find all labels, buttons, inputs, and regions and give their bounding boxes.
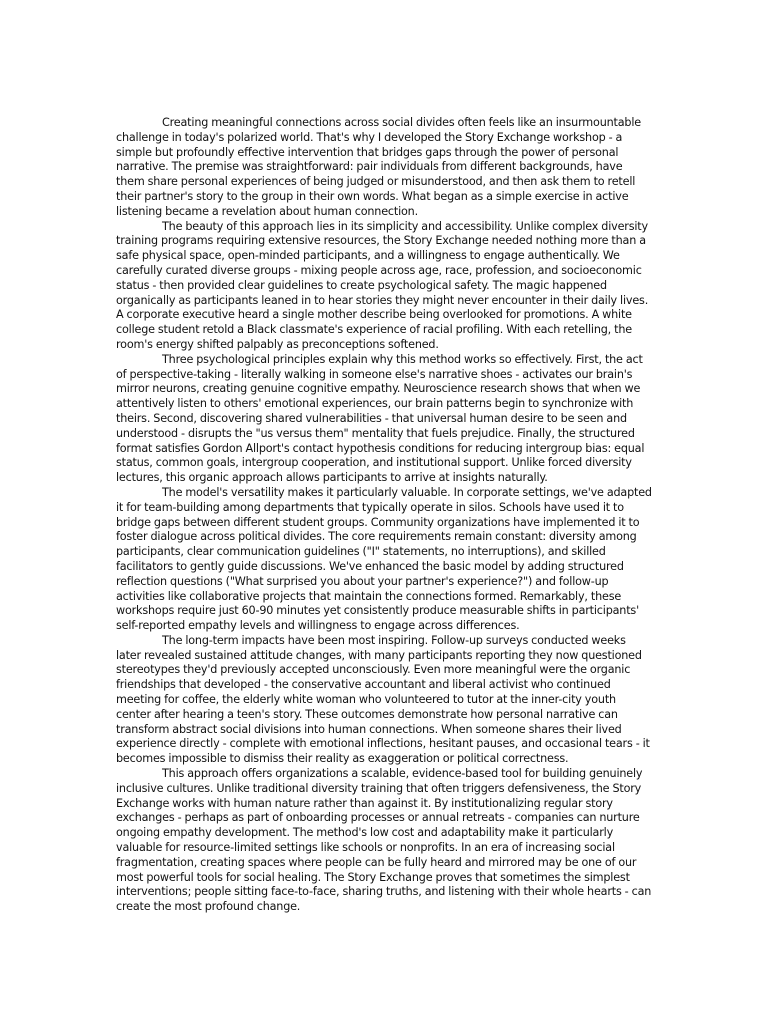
paragraph-2: The beauty of this approach lies in its simplicity and accessibility. Unlike complex diversity training programs requiring extensive resources, the Story Exchange needed nothing more than a safe physical space, open-minded participants, and a willingness to engage authentically. We carefully curated diverse groups - mixing people across age, race, profession, and socioeconomic status - then provided clear guidelines to create psychological safety. The magic happened organically as participants leaned in to hear stories they might never encounter in their daily lives. A corporate executive heard a single mother describe being overlooked for promotions. A white college student retold a Black classmate's experience of racial profiling. With each retelling, the room's energy shifted palpably as preconceptions softened. (116, 219, 649, 351)
paragraph-5: The long-term impacts have been most inspiring. Follow-up surveys conducted weeks later revealed sustained attitude changes, with many participants reporting they now questioned stereotypes they'd previously accepted unconsciously. Even more meaningful were the organic friendships that developed - the conservative accountant and liberal activist who continued meeting for coffee, the elderly white woman who volunteered to tutor at the inner-city youth center after hearing a teen's story. These outcomes demonstrate how personal narrative can transform abstract social divisions into human connections. When someone shares their lived experience directly - complete with emotional inflections, hesitant pauses, and occasional tears - it becomes impossible to dismiss their reality as exaggeration or political correctness. (116, 633, 650, 766)
paragraph-6: This approach offers organizations a scalable, evidence-based tool for building genuinely inclusive cultures. Unlike traditional diversity training that often triggers defensiveness, the Story Exchange works with human nature rather than against it. By institutionalizing regular story exchanges - perhaps as part of onboarding processes or annual retreats - companies can nurture ongoing empathy development. The method's low cost and adaptability make it particularly valuable for resource-limited settings like schools or nonprofits. In an era of increasing social fragmentation, creating spaces where people can be fully heard and mirrored may be one of our most powerful tools for social healing. The Story Exchange proves that sometimes the simplest interventions; people sitting face-to-face, sharing truths, and listening with their whole hearts - can create the most profound change. (116, 767, 652, 914)
document-body (116, 116, 652, 915)
paragraph-4: The model's versatility makes it particularly valuable. In corporate settings, we've adapted it for team-building among departments that typically operate in silos. Schools have used it to bridge gaps between different student groups. Community organizations have implemented it to foster dialogue across political divides. The core requirements remain constant: diversity among participants, clear communication guidelines ("I" statements, no interruptions), and skilled facilitators to gently guide discussions. We've enhanced the basic model by adding structured reflection questions ("What surprised you about your partner's experience?") and follow-up activities like collaborative projects that maintain the connections formed. Remarkably, these workshops require just 60-90 minutes yet consistently produce measurable shifts in participants' self-reported empathy levels and willingness to engage across differences. (116, 485, 652, 633)
paragraph-3: Three psychological principles explain why this method works so effectively. First, the act of perspective-taking - literally walking in someone else's narrative shoes - activates our brain's mirror neurons, creating genuine cognitive empathy. Neuroscience research shows that when we attentively listen to others' emotional experiences, our brain patterns begin to synchronize with theirs. Second, discovering shared vulnerabilities - that universal human desire to be seen and understood - disrupts the "us versus them" mentality that fuels prejudice. Finally, the structured format satisfies Gordon Allport's contact hypothesis conditions for reducing intergroup bias: equal status, common goals, intergroup cooperation, and institutional support. Unlike forced diversity lectures, this organic approach allows participants to arrive at insights naturally. (116, 352, 645, 485)
paragraph-1: Creating meaningful connections across social divides often feels like an insurmountable challenge in today's polarized world. That's why I developed the Story Exchange workshop - a simple but profoundly effective intervention that bridges gaps through the power of personal narrative. The premise was straightforward: pair individuals from different backgrounds, have them share personal experiences of being judged or misunderstood, and then ask them to retell their partner's story to the group in their own words. What began as a simple exercise in active listening became a revelation about human connection. (116, 116, 641, 218)
